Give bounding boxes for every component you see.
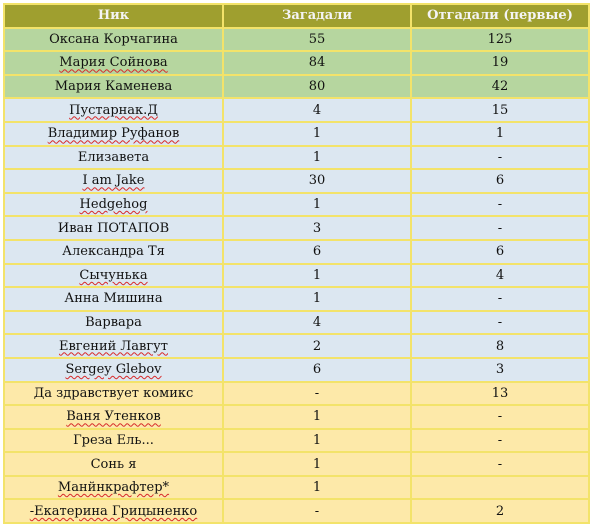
column-header-nick: Ник — [4, 4, 223, 28]
nick-cell: Мария Сойнова — [4, 51, 223, 75]
solved-cell: - — [411, 452, 589, 476]
nick-cell: Александра Тя — [4, 240, 223, 264]
nick-cell: Sergey Glebov — [4, 358, 223, 382]
nick-cell: Иван ПОТАПОВ — [4, 216, 223, 240]
guessed-cell: 1 — [223, 405, 411, 429]
table-row — [4, 216, 589, 240]
solved-cell: 125 — [411, 28, 589, 52]
nick-cell: Манйнкрафтер* — [4, 476, 223, 500]
solved-cell: 8 — [411, 334, 589, 358]
solved-cell: 42 — [411, 75, 589, 99]
guessed-cell: 4 — [223, 98, 411, 122]
nick-cell: Оксана Корчагина — [4, 28, 223, 52]
solved-cell: - — [411, 216, 589, 240]
table-row — [4, 452, 589, 476]
nick-cell: Сычунька — [4, 264, 223, 288]
guessed-cell: 1 — [223, 476, 411, 500]
solved-cell: - — [411, 429, 589, 453]
solved-cell: 1 — [411, 122, 589, 146]
table-row — [4, 287, 589, 311]
table-row — [4, 358, 589, 382]
table-row — [4, 169, 589, 193]
solved-cell: - — [411, 405, 589, 429]
guessed-cell: 1 — [223, 287, 411, 311]
nick-cell: -Екатерина Грицыненко — [4, 499, 223, 523]
nick-cell: Сонь я — [4, 452, 223, 476]
table-row — [4, 51, 589, 75]
leaderboard-table — [3, 3, 590, 524]
table-row — [4, 264, 589, 288]
solved-cell: 2 — [411, 499, 589, 523]
table-row — [4, 98, 589, 122]
nick-cell: Елизавета — [4, 146, 223, 170]
table-row — [4, 334, 589, 358]
nick-cell: Пустарнак.Д — [4, 98, 223, 122]
nick-cell: Да здравствует комикс — [4, 382, 223, 406]
nick-cell: Варвара — [4, 311, 223, 335]
nick-cell: Владимир Руфанов — [4, 122, 223, 146]
table-header — [4, 4, 589, 28]
table-body — [4, 28, 589, 523]
table-row — [4, 122, 589, 146]
table-row — [4, 193, 589, 217]
nick-cell: Греза Ель... — [4, 429, 223, 453]
solved-cell: 4 — [411, 264, 589, 288]
solved-cell: - — [411, 193, 589, 217]
solved-cell: - — [411, 146, 589, 170]
solved-cell: 3 — [411, 358, 589, 382]
table-row — [4, 311, 589, 335]
nick-cell: Ваня Утенков — [4, 405, 223, 429]
solved-cell: - — [411, 287, 589, 311]
guessed-cell: 3 — [223, 216, 411, 240]
table-row — [4, 382, 589, 406]
guessed-cell: 30 — [223, 169, 411, 193]
guessed-cell: 55 — [223, 28, 411, 52]
nick-cell: Анна Мишина — [4, 287, 223, 311]
guessed-cell: 1 — [223, 452, 411, 476]
table-row — [4, 75, 589, 99]
column-header-guessed: Загадали — [223, 4, 411, 28]
guessed-cell: - — [223, 499, 411, 523]
solved-cell: 6 — [411, 169, 589, 193]
guessed-cell: 6 — [223, 358, 411, 382]
table-row — [4, 476, 589, 500]
guessed-cell: 2 — [223, 334, 411, 358]
solved-cell: - — [411, 311, 589, 335]
nick-cell: I am Jake — [4, 169, 223, 193]
table-row — [4, 28, 589, 52]
solved-cell: 15 — [411, 98, 589, 122]
nick-cell: Мария Каменева — [4, 75, 223, 99]
guessed-cell: 84 — [223, 51, 411, 75]
guessed-cell: 1 — [223, 146, 411, 170]
guessed-cell: 1 — [223, 429, 411, 453]
nick-cell: Hedgehog — [4, 193, 223, 217]
table-row — [4, 146, 589, 170]
solved-cell: 19 — [411, 51, 589, 75]
solved-cell — [411, 476, 589, 500]
guessed-cell: 1 — [223, 193, 411, 217]
solved-cell: 6 — [411, 240, 589, 264]
guessed-cell: 80 — [223, 75, 411, 99]
column-header-solved-first: Отгадали (первые) — [411, 4, 589, 28]
guessed-cell: 4 — [223, 311, 411, 335]
guessed-cell: - — [223, 382, 411, 406]
guessed-cell: 1 — [223, 264, 411, 288]
table-row — [4, 429, 589, 453]
table-row — [4, 499, 589, 523]
table-row — [4, 405, 589, 429]
header-row — [4, 4, 589, 28]
nick-cell: Евгений Лавгут — [4, 334, 223, 358]
solved-cell: 13 — [411, 382, 589, 406]
table-row — [4, 240, 589, 264]
guessed-cell: 6 — [223, 240, 411, 264]
guessed-cell: 1 — [223, 122, 411, 146]
